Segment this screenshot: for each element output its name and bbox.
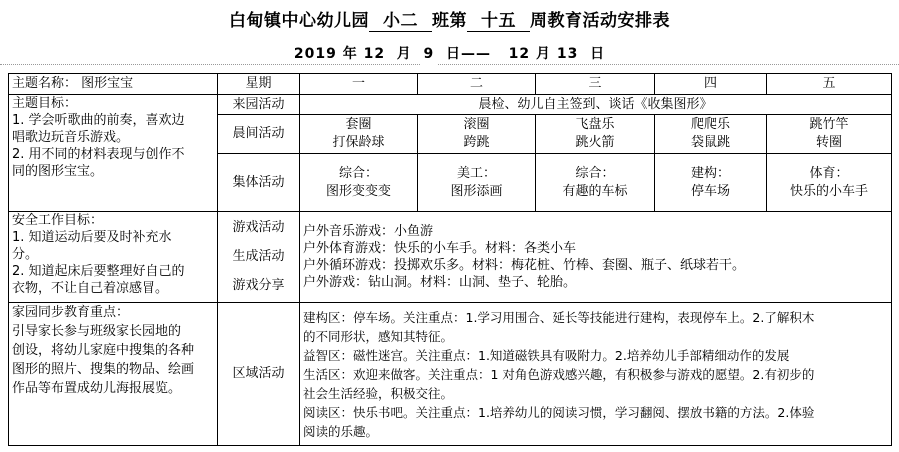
safety-goals-line: 2. 知道起床后要整理好自己的 bbox=[12, 264, 185, 279]
group-fri bbox=[767, 154, 892, 212]
group-subject: 综合： bbox=[575, 165, 615, 181]
title-school: 白甸镇中心幼儿园 bbox=[229, 11, 369, 31]
morning-activity: 转圈 bbox=[815, 135, 842, 150]
arrival-content: 晨检、幼儿自主签到、谈话《收集图形》 bbox=[300, 95, 892, 115]
weekday-thu: 四 bbox=[655, 74, 767, 95]
morning-activity: 滚圈 bbox=[463, 117, 490, 132]
games-line: 户外游戏：钻山洞。材料：山洞、垫子、轮胎。 bbox=[303, 275, 577, 291]
family-education-line: 引导家长参与班级家长园地的 bbox=[12, 324, 182, 339]
weekday-wed: 三 bbox=[536, 74, 655, 95]
family-education-title: 家园同步教育重点： bbox=[12, 305, 130, 320]
weekday-tue: 二 bbox=[418, 74, 536, 95]
theme-goals-line: 唱歌边玩音乐游戏。 bbox=[12, 130, 130, 145]
weekday-header: 星期 bbox=[218, 74, 300, 95]
morning-wed bbox=[536, 115, 655, 154]
region-line: 阅读区：快乐书吧。关注重点：1.培养幼儿的阅读习惯，学习翻阅、摆放书籍的方法。2.体验 bbox=[303, 404, 815, 420]
morning-activity: 袋鼠跳 bbox=[690, 135, 730, 150]
title-week-number: 十五 bbox=[467, 11, 530, 32]
region-line: 阅读的乐趣。 bbox=[303, 423, 379, 439]
arrival-label: 来园活动 bbox=[218, 95, 300, 115]
morning-activity: 跳竹竿 bbox=[809, 117, 849, 132]
title-mid: 班第 bbox=[432, 11, 467, 31]
group-subject: 综合： bbox=[338, 165, 378, 181]
games-label: 游戏活动 bbox=[232, 220, 285, 235]
games-labels-cell bbox=[218, 212, 300, 303]
morning-tue bbox=[418, 115, 536, 154]
page-divider bbox=[438, 64, 899, 65]
theme-name-cell: 主题名称： 图形宝宝 bbox=[9, 74, 218, 95]
theme-goals-line: 1. 学会听歌曲的前奏，喜欢边 bbox=[12, 113, 185, 128]
group-tue bbox=[418, 154, 536, 212]
morning-activity: 跳火箭 bbox=[575, 135, 615, 150]
region-content bbox=[300, 303, 892, 446]
page-divider bbox=[0, 64, 420, 65]
region-line: 益智区：磁性迷宫。关注重点：1.知道磁铁具有吸附力。2.培养幼儿手部精细动作的发展 bbox=[303, 347, 790, 363]
family-education-line: 图形的照片、搜集的物品、绘画 bbox=[12, 362, 195, 377]
title-suffix: 周教育活动安排表 bbox=[530, 11, 670, 31]
group-topic: 有趣的车标 bbox=[562, 183, 628, 199]
safety-goals-line: 衣物，不让自己着凉感冒。 bbox=[12, 281, 169, 296]
theme-goals-cell bbox=[9, 95, 218, 212]
games-line: 户外体育游戏：快乐的小车手。材料：各类小车 bbox=[303, 240, 577, 256]
region-line: 社会生活经验，积极交往。 bbox=[303, 385, 454, 401]
safety-goals-line: 分。 bbox=[12, 247, 39, 262]
morning-activity: 打保龄球 bbox=[332, 135, 385, 150]
group-topic: 快乐的小车手 bbox=[789, 183, 868, 199]
header-row bbox=[9, 74, 892, 95]
schedule-table bbox=[8, 73, 892, 446]
group-wed bbox=[536, 154, 655, 212]
theme-goals-line: 2. 用不同的材料表现与创作不 bbox=[12, 147, 185, 162]
group-subject: 建构： bbox=[690, 165, 730, 181]
generated-activity-label: 生成活动 bbox=[232, 249, 285, 264]
morning-activity: 爬爬乐 bbox=[690, 117, 730, 132]
group-topic: 停车场 bbox=[690, 183, 730, 199]
games-line: 户外循环游戏：投掷欢乐多。材料：梅花桩、竹棒、套圈、瓶子、纸球若干。 bbox=[303, 258, 746, 273]
morning-activity: 跨跳 bbox=[463, 135, 490, 150]
group-label: 集体活动 bbox=[218, 154, 300, 212]
safety-goals-line: 1. 知道运动后要及时补充水 bbox=[12, 230, 172, 245]
group-topic: 图形变变变 bbox=[325, 183, 391, 199]
weekday-mon: 一 bbox=[300, 74, 418, 95]
group-subject: 体育： bbox=[809, 165, 849, 181]
region-label: 区域活动 bbox=[218, 303, 300, 446]
date-range: 2019 年 12 月 9 日—— 12 月 13 日 bbox=[293, 46, 606, 62]
region-line: 生活区：欢迎来做客。关注重点：1 对角色游戏感兴趣，有积极参与游戏的愿望。2.有初步的 bbox=[303, 366, 815, 382]
theme-goals-line: 同的图形宝宝。 bbox=[12, 164, 104, 179]
morning-fri bbox=[767, 115, 892, 154]
arrival-row bbox=[9, 95, 892, 115]
morning-mon bbox=[300, 115, 418, 154]
group-thu bbox=[655, 154, 767, 212]
region-line: 建构区：停车场。关注重点：1.学习用围合、延长等技能进行建构，表现停车上。2.了解积木 bbox=[303, 309, 815, 325]
games-sharing-label: 游戏分享 bbox=[232, 278, 285, 293]
region-line: 的不同形状，感知其特征。 bbox=[303, 328, 454, 344]
group-subject: 美工： bbox=[456, 165, 496, 181]
morning-activity: 飞盘乐 bbox=[575, 117, 615, 132]
group-mon bbox=[300, 154, 418, 212]
family-education-line: 创设，将幼儿家庭中搜集的各种 bbox=[12, 343, 195, 358]
morning-thu bbox=[655, 115, 767, 154]
games-content bbox=[300, 212, 892, 303]
morning-label: 晨间活动 bbox=[218, 115, 300, 154]
morning-activity: 套圈 bbox=[345, 117, 372, 132]
theme-goals-title: 主题目标： bbox=[12, 96, 78, 111]
title-class-name: 小二 bbox=[369, 11, 432, 32]
family-education-cell bbox=[9, 303, 218, 446]
group-topic: 图形添画 bbox=[450, 183, 503, 199]
schedule-table-wrapper bbox=[8, 73, 891, 445]
games-line: 户外音乐游戏：小鱼游 bbox=[303, 223, 434, 239]
weekday-fri: 五 bbox=[767, 74, 892, 95]
safety-goals-cell bbox=[9, 212, 218, 303]
page-title bbox=[0, 6, 899, 32]
family-education-line: 作品等布置成幼儿海报展览。 bbox=[12, 381, 182, 396]
games-row bbox=[9, 212, 892, 303]
region-row bbox=[9, 303, 892, 446]
safety-goals-title: 安全工作目标： bbox=[12, 213, 104, 228]
